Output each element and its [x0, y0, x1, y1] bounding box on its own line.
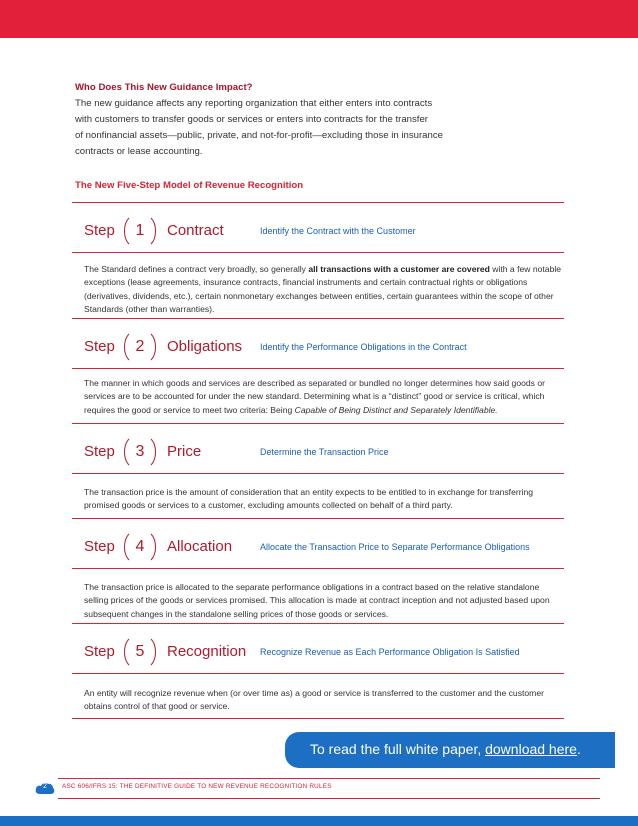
footer-title: ASC 606/IFRS 15: THE DEFINITIVE GUIDE TO NEW REVENUE RECOGNITION RULES [62, 783, 332, 790]
bottom-banner [0, 816, 638, 826]
step-description: Allocate the Transaction Price to Separate Performance Obligations [260, 542, 530, 552]
step-description: Identify the Contract with the Customer [260, 226, 416, 236]
steps-end-rule [72, 718, 564, 719]
step-rule-mid [72, 673, 564, 674]
step-body-text: The transaction price is allocated to the separate performance obligations in a contract based on the relative standalone selling prices of the goods or services promised. This allocation is made at contract inception and not adjusted based upon subsequent changes in the standalone selling prices of those goods or services. [84, 582, 550, 619]
download-link[interactable]: download here [485, 741, 577, 757]
intro-section [75, 80, 475, 160]
step-body [84, 581, 562, 621]
step-body [84, 377, 562, 417]
step-word: Step [84, 443, 115, 460]
model-title: The New Five-Step Model of Revenue Recognition [75, 180, 304, 191]
step-number-bracket [120, 532, 160, 562]
page-number: 2 [43, 783, 47, 790]
intro-line: with customers to transfer goods or services or enters into contracts for the transfer [75, 114, 428, 125]
step-name: Obligations [167, 338, 243, 355]
cta-suffix: . [576, 741, 581, 757]
step-number-bracket [120, 637, 160, 667]
top-banner [0, 0, 638, 38]
step-word: Step [84, 538, 115, 555]
step-body-text: The transaction price is the amount of consideration that an entity expects to be entitled to in exchange for transferring promised goods or services to a customer, excluding amounts collected on behalf of a third party. [84, 487, 534, 511]
step-name: Recognition [167, 643, 247, 660]
step-rule-mid [72, 473, 564, 474]
intro-line: of nonfinancial assets—public, private, and not-for-profit—excluding those in insurance [75, 130, 443, 141]
step-word: Step [84, 338, 115, 355]
step-name: Allocation [167, 538, 233, 555]
step-description: Determine the Transaction Price [260, 447, 389, 457]
footer-rule-top [58, 778, 600, 779]
step-number: 2 [135, 338, 145, 355]
step-number: 1 [135, 222, 145, 239]
step-description: Recognize Revenue as Each Performance Obligation Is Satisfied [260, 647, 520, 657]
cta-text: To read the full white paper, [310, 741, 486, 757]
step-body-italic: Capable of Being Distinct and Separately Identifiable. [294, 404, 498, 415]
step-number: 5 [135, 643, 145, 660]
step-number: 3 [135, 443, 145, 460]
step-body-text: The Standard defines a contract very broadly, so generally [84, 264, 309, 274]
step-body-text: The manner in which goods and services are described as separated or bundled no longer determines how said goods or services are to be accounted for under the new standard. Determining what is a “distinct” good or service is critical, which requires the good or service to meet two criteria: Being [84, 378, 545, 415]
step-name: Contract [167, 222, 224, 239]
step-body-emphasis: all transactions with a customer are covered [308, 264, 490, 274]
step-body-text: with a few notable exceptions (lease agreements, insurance contracts, financial instruments and certain contractual rights or obligations (derivatives, dividends, etc.), certain nonmonetary exchanges between entities, certain guarantees within the scope of other Standards (other than warranties). [84, 264, 562, 315]
step-rule-mid [72, 568, 564, 569]
step-word: Step [84, 222, 115, 239]
intro-heading: Who Does This New Guidance Impact? [75, 82, 253, 93]
footer-rule-bottom [58, 798, 600, 799]
step-description: Identify the Performance Obligations in the Contract [260, 342, 467, 352]
step-body [84, 263, 562, 317]
page-badge-icon [34, 781, 56, 795]
step-rule-mid [72, 252, 564, 253]
step-number-bracket [120, 332, 160, 362]
intro-line: contracts or lease accounting. [75, 146, 203, 157]
step-name: Price [167, 443, 202, 460]
step-body-text: An entity will recognize revenue when (or over time as) a good or service is transferred to the customer and the customer obtains control of that good or service. [84, 688, 544, 712]
step-word: Step [84, 643, 115, 660]
step-number: 4 [135, 538, 145, 555]
step-number-bracket [120, 437, 160, 467]
intro-line: The new guidance affects any reporting organization that either enters into contracts [75, 98, 433, 109]
step-rule-mid [72, 368, 564, 369]
step-number-bracket [120, 216, 160, 246]
download-cta[interactable] [285, 732, 615, 768]
step-body [84, 687, 562, 714]
step-body [84, 486, 562, 513]
